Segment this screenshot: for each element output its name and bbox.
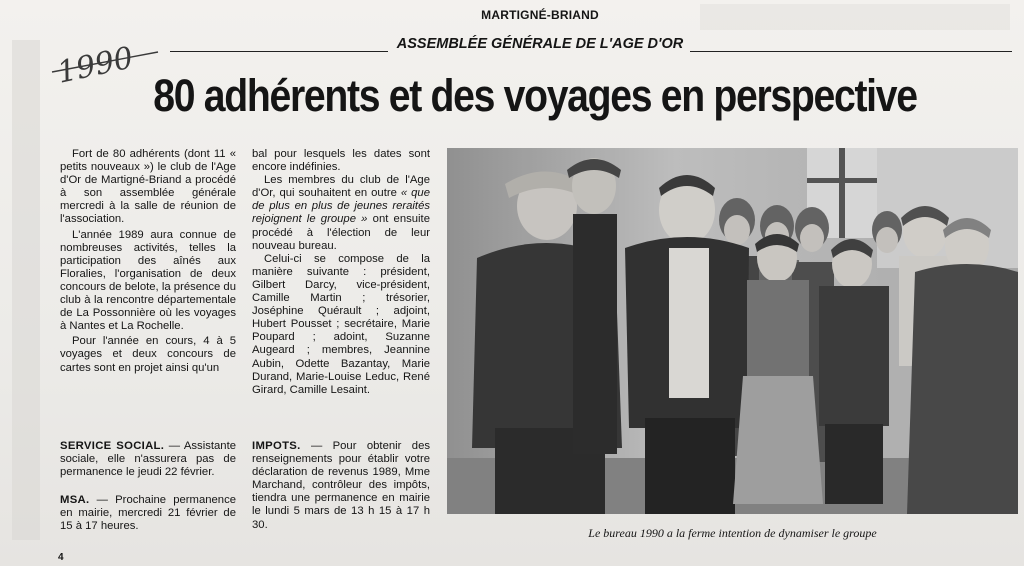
brief-text: — Prochaine permanence en mairie, mercredi 21 février de 15 à 17 heures. xyxy=(60,494,237,533)
article-headline: 80 adhérents et des voyages en perspective xyxy=(153,70,917,121)
paragraph-end: ont ensuite procédé à l'élection de leur nouveau bureau. xyxy=(252,213,430,252)
handwritten-year: 1990 xyxy=(54,40,137,91)
quote: « que de plus en plus de jeunes reraités rejoignent le groupe » xyxy=(252,187,430,226)
brief-title: SERVICE SOCIAL. xyxy=(60,440,165,452)
brief-msa xyxy=(60,494,236,533)
group-photo-illustration xyxy=(447,148,1018,514)
place-name: MARTIGNÉ-BRIAND xyxy=(481,8,599,22)
photo-caption: Le bureau 1990 a la ferme intention de dynamiser le groupe xyxy=(588,526,877,540)
article-column-2 xyxy=(252,148,430,397)
bleed-through-left xyxy=(12,40,40,540)
paragraph: L'année 1989 aura connue de nombreuses activités, telles la participation des aînés aux Floralies, l'organisation de deux concours de belote, la présence du club à la rencontre départementale de La Possonnière où les voyages à Nantes et La Rochelle. xyxy=(60,228,236,333)
brief-title: MSA. xyxy=(60,494,90,506)
paragraph xyxy=(252,174,430,253)
section-rubric: ASSEMBLÉE GÉNÉRALE DE L'AGE D'OR xyxy=(396,36,684,52)
paragraph-start: Les membres du club de l'Age d'Or, qui souhaitent en outre xyxy=(252,174,430,200)
brief-social xyxy=(60,440,236,479)
page-marker: 4 xyxy=(58,552,64,563)
brief-title: IMPOTS. xyxy=(252,440,301,452)
rubric-rule-left xyxy=(170,51,388,52)
paragraph: bal pour lesquels les dates sont encore indéfinies. xyxy=(252,148,430,174)
paragraph: Celui-ci se compose de la manière suivante : président, Gilbert Darcy, vice-président, Camille Martin ; trésorier, Joséphine Quérault ; adjoint, Hubert Pousset ; secrétaire, Marie Poupard ; adoint, Suzanne Augeard ; membres, Jeannine Aubin, Odette Bazantay, Marie Durand, Marie-Louise Leduc, René Girard, Camille Lesaint. xyxy=(252,252,430,396)
brief-text: — Pour obtenir des renseignements pour établir votre déclaration de revenus 1989, Mme Marchand, contrôleur des impôts, tiendra une permanence en mairie le lundi 5 mars de 13 h 15 à 17 h 30. xyxy=(252,440,430,531)
brief-text: — Assistante sociale, elle n'assurera pas de permanence le jeudi 22 février. xyxy=(60,440,236,479)
group-photo xyxy=(447,148,1018,514)
paragraph: Fort de 80 adhérents (dont 11 « petits nouveaux ») le club de l'Age d'Or de Martigné-Briand a procédé à son assemblée générale mercredi à la salle de réunion de l'association. xyxy=(60,148,236,226)
brief-impots xyxy=(252,440,430,532)
paragraph: Pour l'année en cours, 4 à 5 voyages et deux concours de cartes sont en projet ainsi qu'un xyxy=(60,335,236,374)
article-column-1 xyxy=(60,148,236,375)
bleed-through-right xyxy=(700,4,1010,30)
rubric-rule-right xyxy=(690,51,1012,52)
